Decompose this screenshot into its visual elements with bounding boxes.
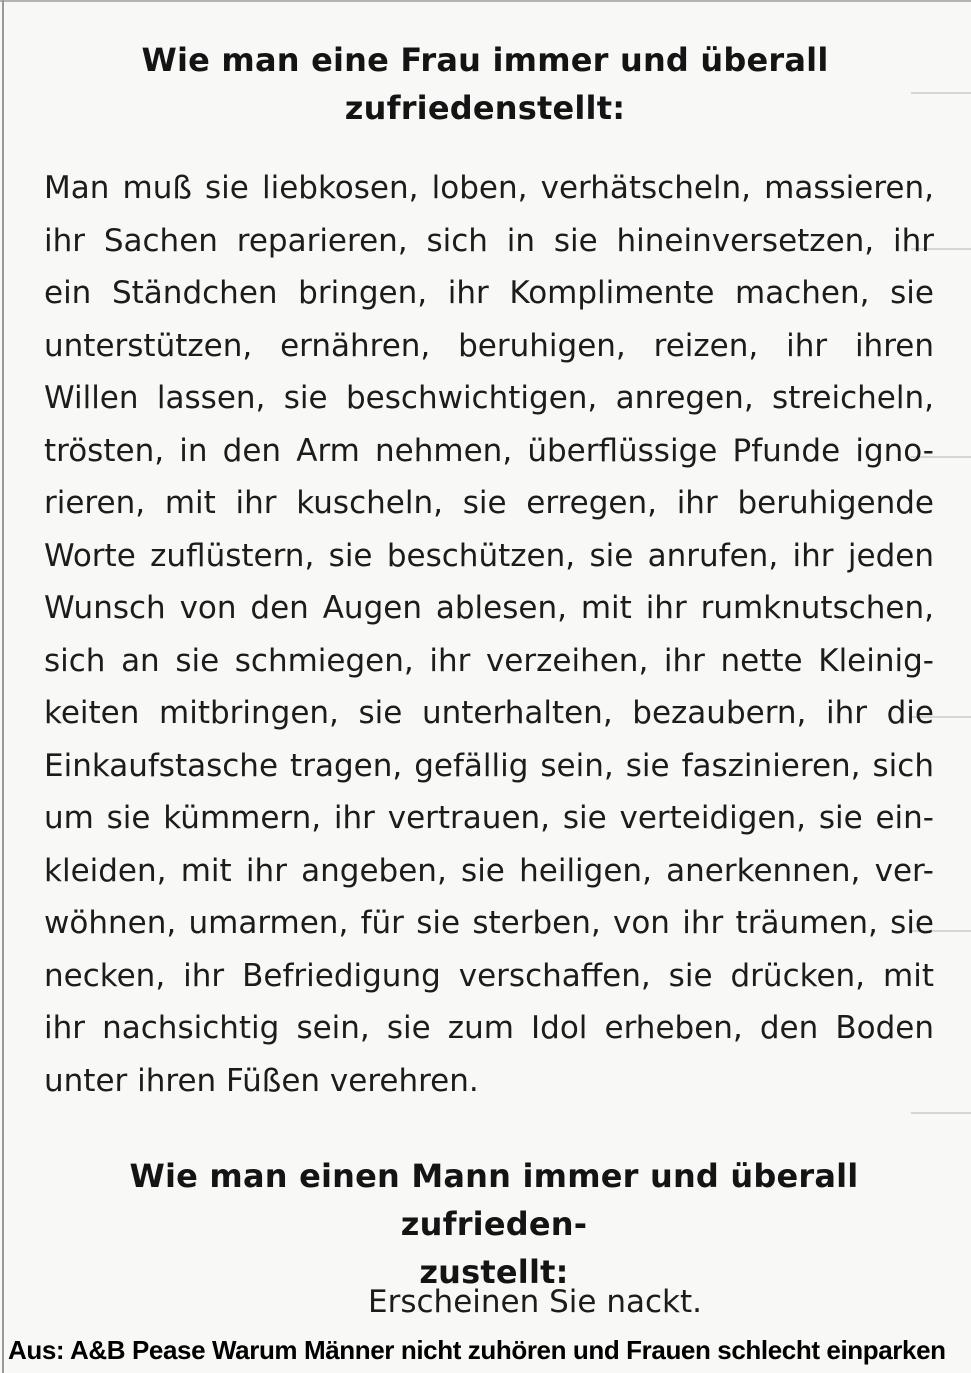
page-title <box>30 36 940 132</box>
body-line: kleiden, mit ihr angeben, sie heiligen, anerkennen, ver- <box>44 852 934 889</box>
body-line: unter ihren Füßen verehren. <box>44 1062 479 1099</box>
body-line: Man muß sie liebkosen, loben, verhätscheln, massieren, <box>44 170 934 206</box>
scan-edge-left <box>2 0 4 1373</box>
scan-edge-top <box>0 0 971 2</box>
body-line: ein Ständchen bringen, ihr Komplimente machen, sie <box>44 275 934 311</box>
body-line: wöhnen, umarmen, für sie sterben, von ihr träumen, sie <box>44 905 934 941</box>
body-line: keiten mitbringen, sie unterhalten, bezaubern, ihr die <box>44 695 934 731</box>
answer-text: Erscheinen Sie nackt. <box>368 1284 702 1320</box>
body-line: Einkaufstasche tragen, gefällig sein, sie faszinieren, sich <box>44 747 934 784</box>
body-line: Wunsch von den Augen ablesen, mit ihr rumknutschen, <box>44 590 934 626</box>
body-line: rieren, mit ihr kuscheln, sie erregen, ihr beruhigende <box>44 485 934 521</box>
body-line: ihr nachsichtig sein, sie zum Idol erheben, den Boden <box>44 1010 934 1046</box>
body-line: um sie kümmern, ihr vertrauen, sie verteidigen, sie ein- <box>44 800 934 836</box>
body-line: ihr Sachen reparieren, sich in sie hineinversetzen, ihr <box>44 222 934 259</box>
source-citation: Aus: A&B Pease Warum Männer nicht zuhören und Frauen schlecht einparken <box>8 1335 946 1365</box>
subtitle-line-2: zustellt: <box>419 1253 569 1291</box>
body-line: trösten, in den Arm nehmen, überflüssige Pfunde igno- <box>44 432 934 469</box>
title-line-1: Wie man eine Frau immer und überall <box>141 41 829 79</box>
body-line: unterstützen, ernähren, beruhigen, reizen, ihr ihren <box>44 327 934 364</box>
bleed-through-line <box>911 1112 971 1114</box>
title-line-2: zufriedenstellt: <box>344 89 626 127</box>
body-line: Willen lassen, sie beschwichtigen, anregen, streicheln, <box>44 380 934 416</box>
body-line: necken, ihr Befriedigung verschaffen, sie drücken, mit <box>44 957 934 994</box>
body-line: Worte zuflüstern, sie beschützen, sie anrufen, ihr jeden <box>44 537 934 574</box>
body-line: sich an sie schmiegen, ihr verzeihen, ihr nette Kleinig- <box>44 642 934 679</box>
subtitle-line-1: Wie man einen Mann immer und überall zufrieden- <box>129 1157 859 1243</box>
section-subtitle <box>44 1152 944 1296</box>
body-paragraph <box>44 162 934 1107</box>
